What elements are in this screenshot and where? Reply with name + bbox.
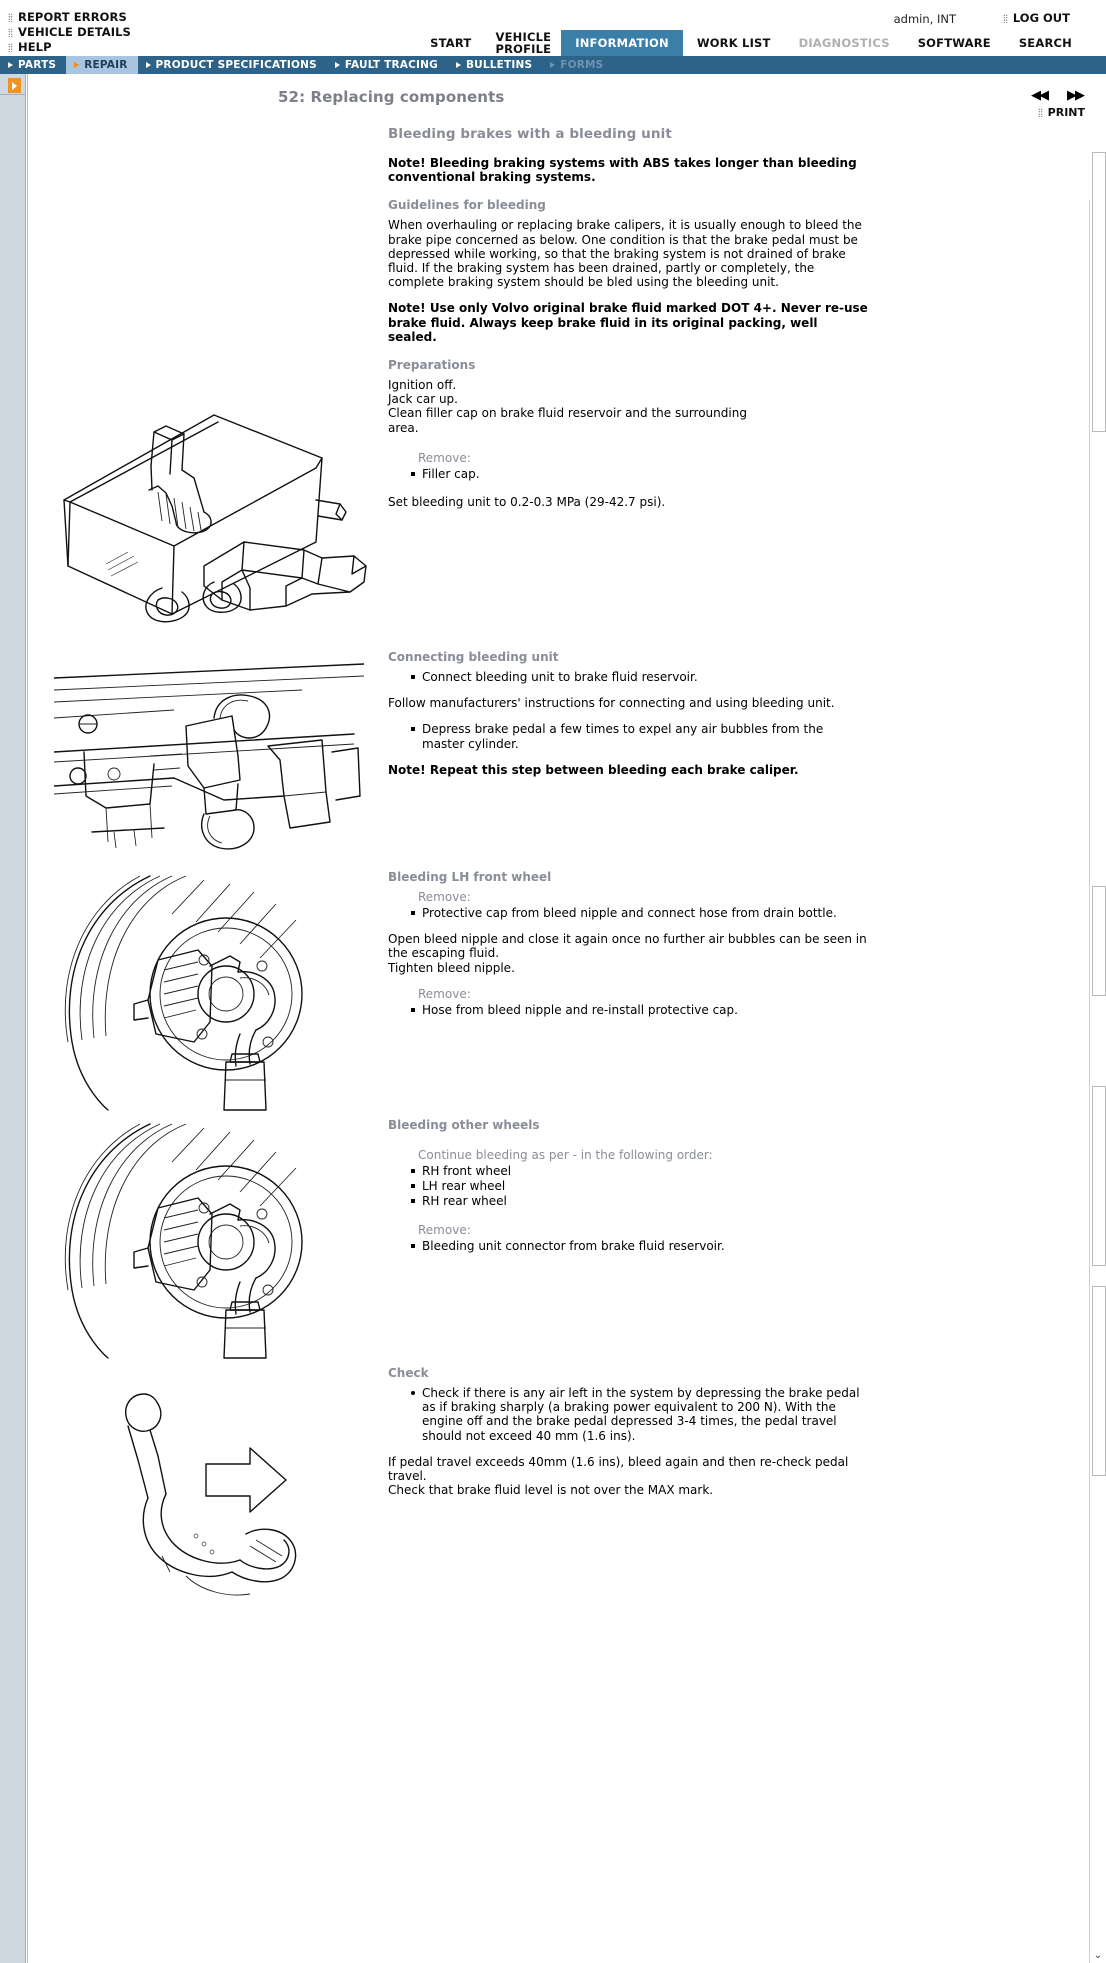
- figure-front-wheel-caliper: [54, 874, 354, 1114]
- section-check: [40, 1366, 1082, 1626]
- grip-icon: [8, 13, 13, 22]
- brake-fluid-reservoir-master-cylinder-icon: [54, 370, 374, 630]
- caret-right-icon: [8, 62, 13, 68]
- front-wheel-brake-caliper-bleed-nipple-icon: [54, 874, 354, 1114]
- bleeding-lh-paragraph-1: Open bleed nipple and close it again once no further air bubbles can be seen in the escaping fluid.: [388, 932, 867, 961]
- heading-connecting: Connecting bleeding unit: [388, 650, 559, 665]
- preparations-lines: [388, 378, 868, 435]
- check-text: [388, 1366, 868, 1497]
- document-scroll-region: [28, 126, 1106, 1963]
- bleeding-lh-front-text: [388, 870, 868, 1017]
- figure-brake-pedal: [100, 1376, 350, 1606]
- prep-line-4: area.: [388, 420, 419, 435]
- tab-vehicle-profile[interactable]: [485, 30, 561, 56]
- fluid-note: Note! Use only Volvo original brake fluid marked DOT 4+. Never re-use brake fluid. Always keep brake fluid in its original packing, well sealed.: [388, 301, 868, 344]
- connecting-text: [388, 650, 868, 777]
- prep-line-3: Clean filler cap on brake fluid reservoir and the surrounding: [388, 406, 747, 421]
- scroll-down-arrow[interactable]: ⌄: [1093, 1950, 1103, 1961]
- figure-brake-fluid-reservoir: [54, 370, 374, 630]
- connecting-note: Note! Repeat this step between bleeding each brake caliper.: [388, 762, 799, 777]
- connecting-list-2: [388, 722, 868, 750]
- list-item: Connect bleeding unit to brake fluid reservoir.: [422, 670, 868, 684]
- tab-label: WORK LIST: [696, 36, 771, 50]
- subnav-label: BULLETINS: [465, 59, 533, 71]
- tab-diagnostics: [785, 30, 904, 56]
- bleeding-other-lead: Continue bleeding as per - in the following order:: [418, 1148, 713, 1163]
- heading-preparations: Preparations: [388, 358, 476, 373]
- subnav-item-forms: [542, 56, 613, 74]
- caret-right-icon: [74, 62, 79, 68]
- list-item: Filler cap.: [422, 467, 868, 481]
- heading-guidelines: Guidelines for bleeding: [388, 198, 546, 213]
- prev-page-button[interactable]: ◀◀: [1031, 88, 1047, 103]
- subnav-label: REPAIR: [84, 59, 128, 71]
- bleeding-other-list-2: [388, 1239, 868, 1253]
- tab-software[interactable]: [904, 30, 1005, 56]
- heading-bleeding-lh-front: Bleeding LH front wheel: [388, 870, 552, 885]
- caret-right-icon: [146, 62, 151, 68]
- tab-label: SEARCH: [1018, 36, 1072, 50]
- subnav-label: PRODUCT SPECIFICATIONS: [155, 59, 317, 71]
- figure-wheel-caliper-2: [54, 1122, 354, 1362]
- list-item: RH front wheel: [422, 1164, 868, 1178]
- caret-right-icon: [335, 62, 340, 68]
- next-page-button[interactable]: ▶▶: [1067, 88, 1083, 103]
- subnav-label: PARTS: [18, 59, 57, 71]
- account-label: admin, INT: [893, 12, 956, 26]
- page-title: 52: Replacing components: [278, 88, 505, 106]
- expand-tree-button[interactable]: [8, 78, 21, 93]
- list-item: Bleeding unit connector from brake fluid reservoir.: [422, 1239, 868, 1253]
- utility-link-label: VEHICLE DETAILS: [18, 25, 131, 39]
- subnav-item-parts[interactable]: [0, 56, 66, 74]
- secondary-nav: [0, 56, 1106, 74]
- bleeding-other-list-1: [388, 1164, 868, 1209]
- remove-label-2: Remove:: [418, 986, 471, 1001]
- bleeding-lh-list-2: [388, 1003, 868, 1017]
- section-preparations: [40, 358, 1082, 650]
- preparations-remove-list: [388, 467, 868, 481]
- figure-engine-bay: [54, 656, 364, 856]
- connecting-paragraph: Follow manufacturers' instructions for connecting and using bleeding unit.: [388, 696, 835, 711]
- tab-label: START: [430, 36, 472, 50]
- list-item: LH rear wheel: [422, 1179, 868, 1193]
- bleeding-other-remove-label: Remove:: [418, 1222, 471, 1237]
- document-pager: [1031, 88, 1083, 103]
- top-note: Note! Bleeding braking systems with ABS takes longer than bleeding conventional braking systems.: [388, 156, 857, 185]
- heading-check: Check: [388, 1366, 429, 1381]
- utility-link-label: REPORT ERRORS: [18, 10, 127, 24]
- check-paragraph-1: If pedal travel exceeds 40mm (1.6 ins), bleed again and then re-check pedal travel.: [388, 1454, 849, 1484]
- utility-link-report-errors[interactable]: [8, 10, 131, 24]
- tab-label: DIAGNOSTICS: [798, 36, 890, 50]
- preparations-remove-label: Remove:: [418, 450, 471, 465]
- section-bleeding-other: [40, 1118, 1082, 1366]
- tab-start[interactable]: [416, 30, 485, 56]
- primary-tabs: [0, 30, 1106, 56]
- wheel-brake-caliper-bleed-nipple-2-icon: [54, 1122, 354, 1362]
- prep-line-2: Jack car up.: [388, 392, 458, 407]
- document-body: [28, 126, 1106, 1686]
- subnav-item-product-specifications[interactable]: [138, 56, 327, 74]
- subnav-item-bulletins[interactable]: [448, 56, 542, 74]
- grip-icon: [1038, 108, 1043, 117]
- tab-label: INFORMATION: [575, 36, 669, 50]
- bleeding-other-text: [388, 1118, 868, 1253]
- remove-label-1: Remove:: [418, 890, 471, 905]
- rail-divider: [0, 94, 25, 95]
- caret-right-icon: [550, 62, 555, 68]
- brake-pedal-depress-icon: [100, 1376, 350, 1606]
- check-list: [388, 1386, 868, 1443]
- tab-work-list[interactable]: [683, 30, 785, 56]
- left-rail: [0, 74, 26, 1963]
- content-area: [27, 74, 1106, 1963]
- tab-information[interactable]: [561, 30, 683, 56]
- print-button[interactable]: [1038, 106, 1085, 119]
- bleeding-lh-list-1: [388, 906, 868, 920]
- heading-bleeding-other: Bleeding other wheels: [388, 1118, 540, 1133]
- list-item: Protective cap from bleed nipple and connect hose from drain bottle.: [422, 906, 868, 920]
- subnav-label: FAULT TRACING: [344, 59, 438, 71]
- preparations-text: [388, 358, 868, 509]
- list-item: Check if there is any air left in the system by depressing the brake pedal as if braking sharply (a braking power equivalent to 200 N). With the engine off and the brake pedal depressed 3-4 times, the pedal travel should not exceed 40 mm (1.6 ins).: [422, 1386, 868, 1443]
- document-title: Bleeding brakes with a bleeding unit: [388, 126, 672, 142]
- subnav-label: FORMS: [560, 59, 604, 71]
- preparations-closing: Set bleeding unit to 0.2-0.3 MPa (29-42.7 psi).: [388, 495, 666, 510]
- tab-label: SOFTWARE: [917, 36, 991, 50]
- tab-label-line2: PROFILE: [495, 42, 552, 56]
- list-item: Hose from bleed nipple and re-install protective cap.: [422, 1003, 868, 1017]
- print-label: PRINT: [1047, 106, 1085, 119]
- list-item: Depress brake pedal a few times to expel any air bubbles from the master cylinder.: [422, 722, 868, 750]
- section-bleeding-lh-front: [40, 870, 1082, 1118]
- grip-icon: [1003, 14, 1008, 23]
- utility-link-label: HELP: [18, 40, 52, 54]
- connecting-list-1: [388, 670, 868, 684]
- tab-label-line1: VEHICLE: [495, 30, 552, 44]
- logout-label: LOG OUT: [1012, 11, 1070, 25]
- prep-line-1: Ignition off.: [388, 378, 457, 393]
- caret-right-icon: [456, 62, 461, 68]
- caret-right-icon: [12, 82, 17, 90]
- top-bar: [0, 0, 1106, 56]
- logout-button[interactable]: [1003, 11, 1070, 25]
- bleeding-lh-paragraph-2: Tighten bleed nipple.: [388, 960, 515, 975]
- document-intro: [388, 126, 868, 344]
- subnav-item-repair[interactable]: [66, 56, 137, 74]
- tab-search[interactable]: [1005, 30, 1086, 56]
- engine-bay-bleeding-unit-connection-icon: [54, 656, 364, 856]
- guidelines-paragraph: When overhauling or replacing brake calipers, it is usually enough to bleed the brake pipe concerned as below. One condition is that the brake pedal must be depressed while working, so that the braking system is not drained of brake fluid. If the braking system has been drained, partly or completely, the complete braking system should be bled using the bleeding unit.: [388, 218, 862, 290]
- check-paragraph-2: Check that brake fluid level is not over the MAX mark.: [388, 1483, 714, 1498]
- subnav-item-fault-tracing[interactable]: [327, 56, 448, 74]
- list-item: RH rear wheel: [422, 1194, 868, 1208]
- section-connecting: [40, 650, 1082, 870]
